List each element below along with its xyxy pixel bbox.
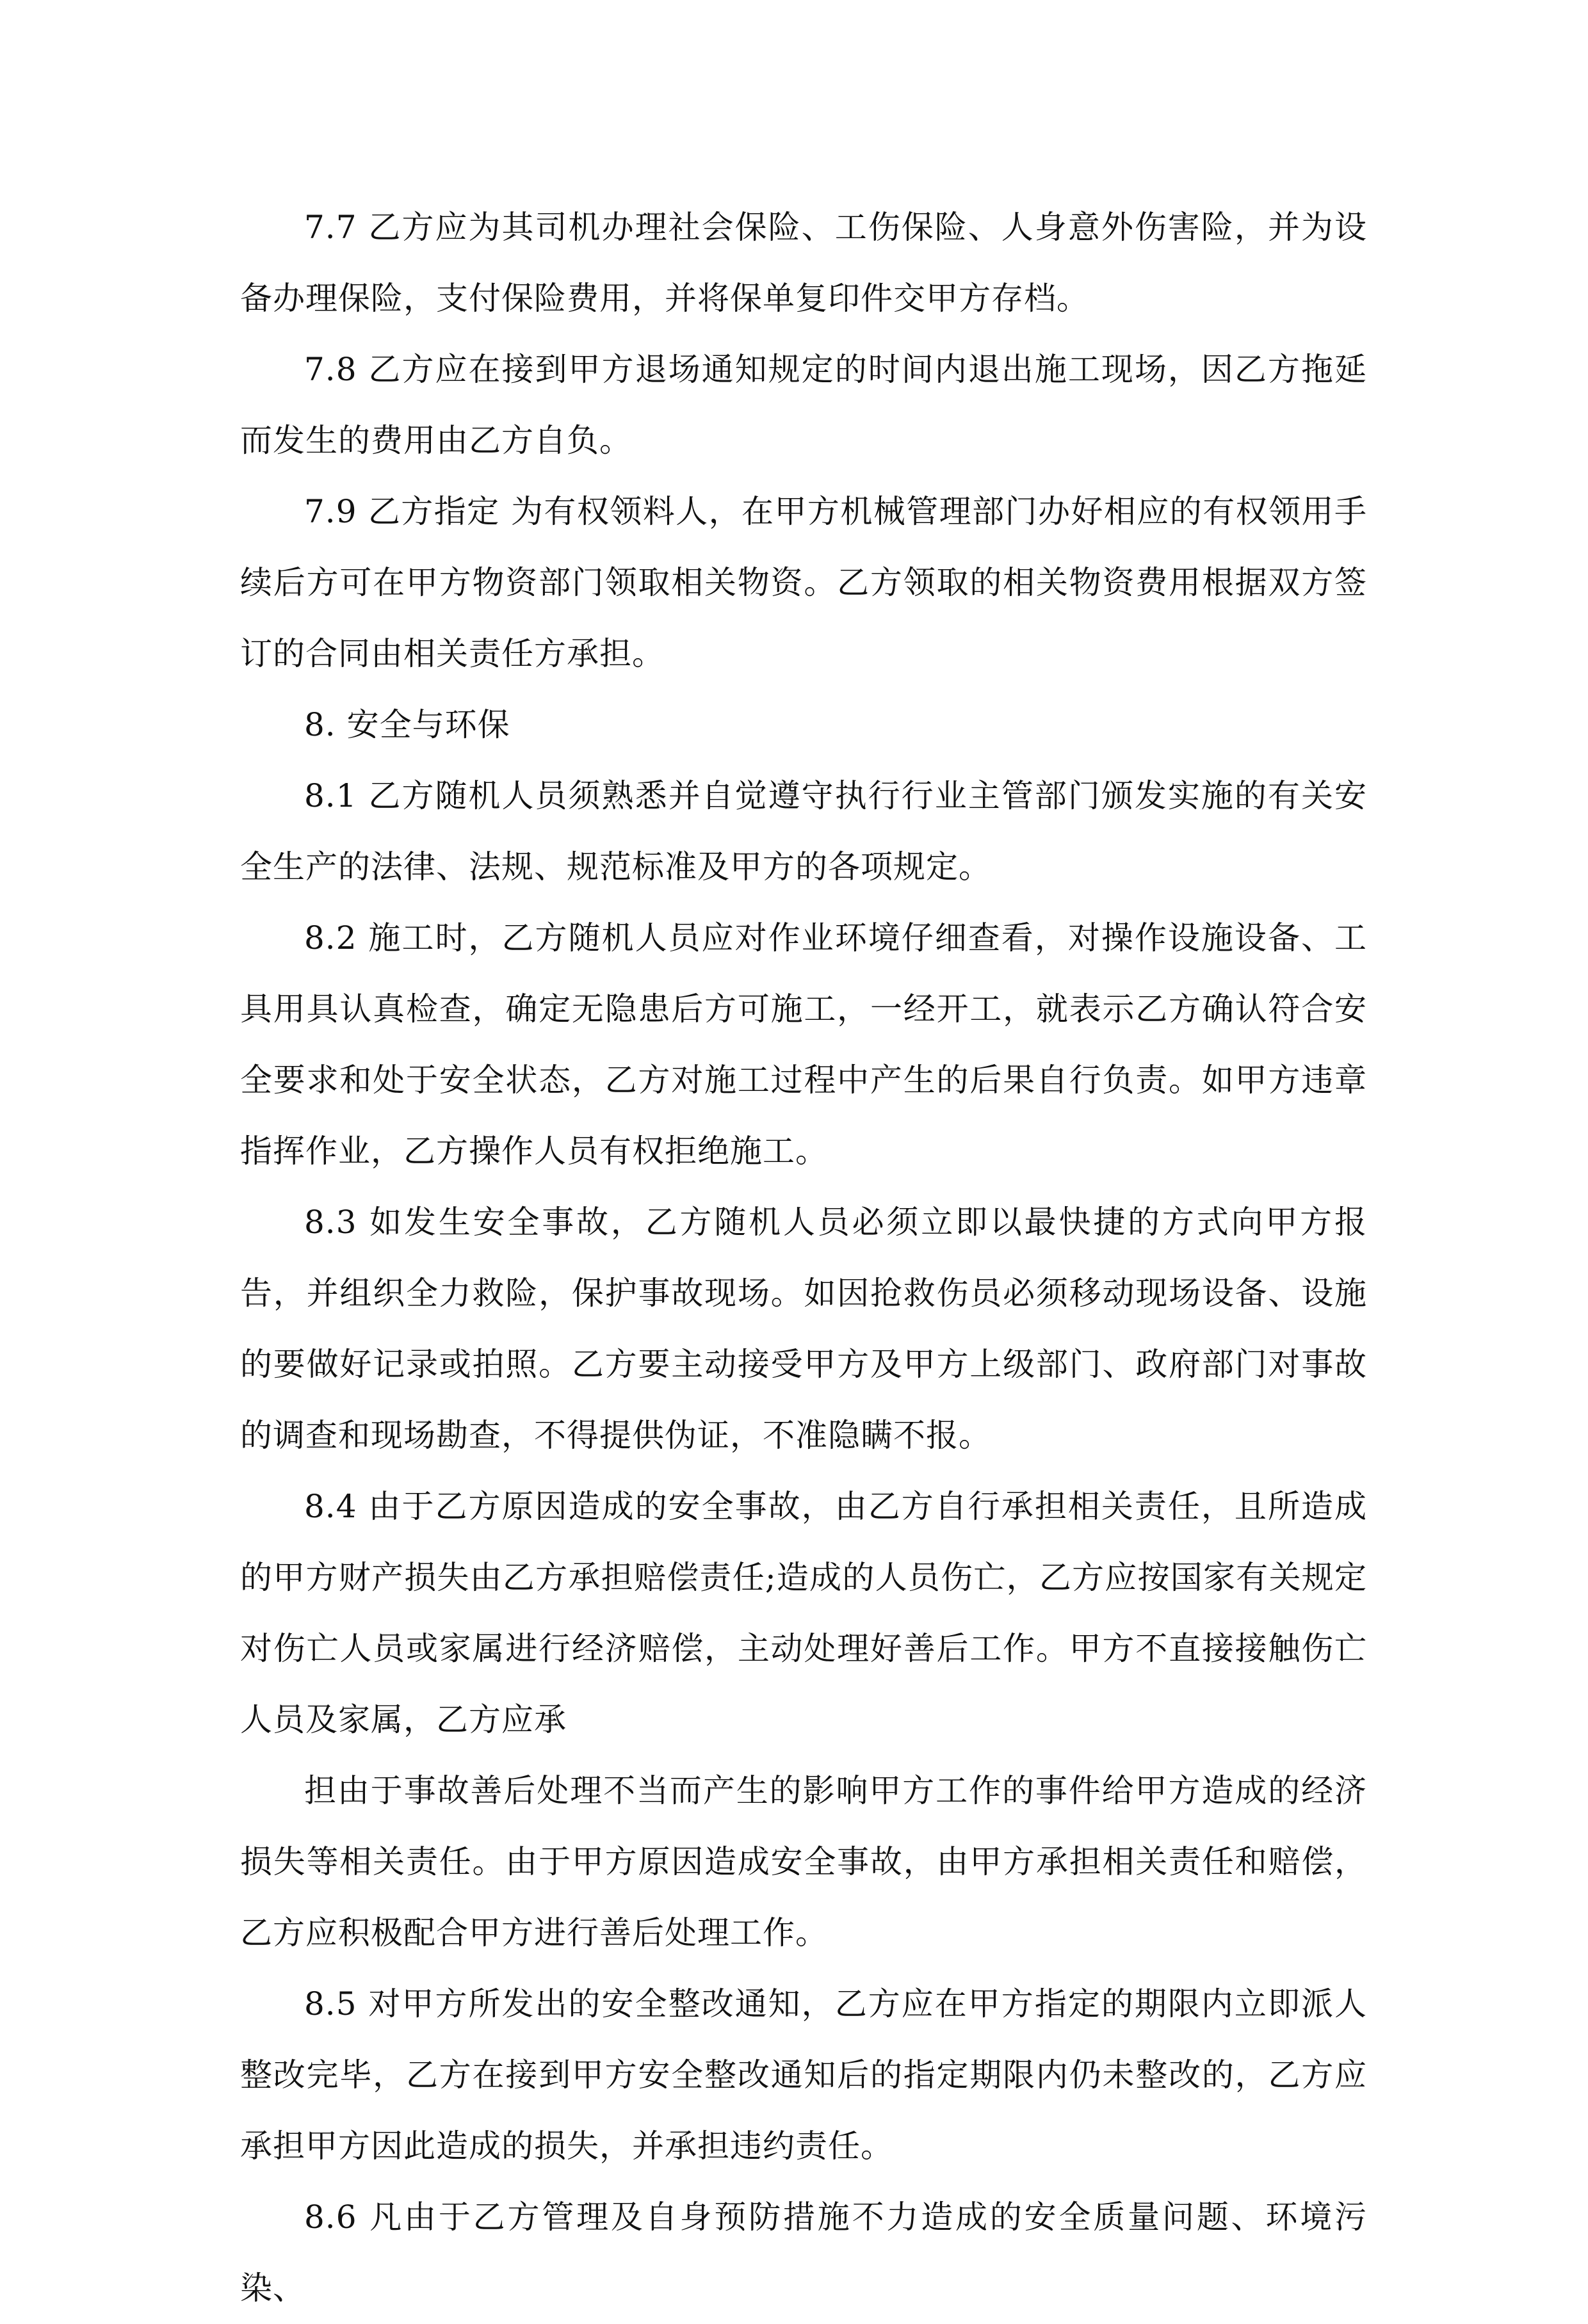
- clause-7-8: 7.8 乙方应在接到甲方退场通知规定的时间内退出施工现场，因乙方拖延而发生的费用由乙方自负。: [240, 351, 1367, 459]
- clause-8-1: 8.1 乙方随机人员须熟悉并自觉遵守执行行业主管部门颁发实施的有关安全生产的法律、法规、规范标准及甲方的各项规定。: [240, 777, 1367, 885]
- clause-7-7: 7.7 乙方应为其司机办理社会保险、工伤保险、人身意外伤害险，并为设备办理保险，支付保险费用，并将保单复印件交甲方存档。: [240, 209, 1367, 317]
- clause-8-2: 8.2 施工时，乙方随机人员应对作业环境仔细查看，对操作设施设备、工具用具认真检查，确定无隐患后方可施工，一经开工，就表示乙方确认符合安全要求和处于安全状态，乙方对施工过程中产生的后果自行负责。如甲方违章指挥作业，乙方操作人员有权拒绝施工。: [240, 919, 1367, 1170]
- clause-8-4: 8.4 由于乙方原因造成的安全事故，由乙方自行承担相关责任，且所造成的甲方财产损失由乙方承担赔偿责任;造成的人员伤亡，乙方应按国家有关规定对伤亡人员或家属进行经济赔偿，主动处理好善后工作。甲方不直接接触伤亡人员及家属，乙方应承: [240, 1488, 1367, 1738]
- clause-8-3: 8.3 如发生安全事故，乙方随机人员必须立即以最快捷的方式向甲方报告，并组织全力救险，保护事故现场。如因抢救伤员必须移动现场设备、设施的要做好记录或拍照。乙方要主动接受甲方及甲方上级部门、政府部门对事故的调查和现场勘查，不得提供伪证，不准隐瞒不报。: [240, 1204, 1367, 1454]
- document-body: [240, 192, 1367, 2324]
- section-8-heading: 8. 安全与环保: [304, 706, 510, 743]
- clause-7-9: 7.9 乙方指定 为有权领料人，在甲方机械管理部门办好相应的有权领用手续后方可在甲方物资部门领取相关物资。乙方领取的相关物资费用根据双方签订的合同由相关责任方承担。: [240, 493, 1367, 672]
- clause-8-5: 8.5 对甲方所发出的安全整改通知，乙方应在甲方指定的期限内立即派人整改完毕，乙方在接到甲方安全整改通知后的指定期限内仍未整改的，乙方应承担甲方因此造成的损失，并承担违约责任。: [240, 1985, 1367, 2165]
- clause-8-4-continued: 担由于事故善后处理不当而产生的影响甲方工作的事件给甲方造成的经济损失等相关责任。由于甲方原因造成安全事故，由甲方承担相关责任和赔偿，乙方应积极配合甲方进行善后处理工作。: [240, 1772, 1367, 1951]
- clause-8-6: 8.6 凡由于乙方管理及自身预防措施不力造成的安全质量问题、环境污染、: [240, 2199, 1367, 2307]
